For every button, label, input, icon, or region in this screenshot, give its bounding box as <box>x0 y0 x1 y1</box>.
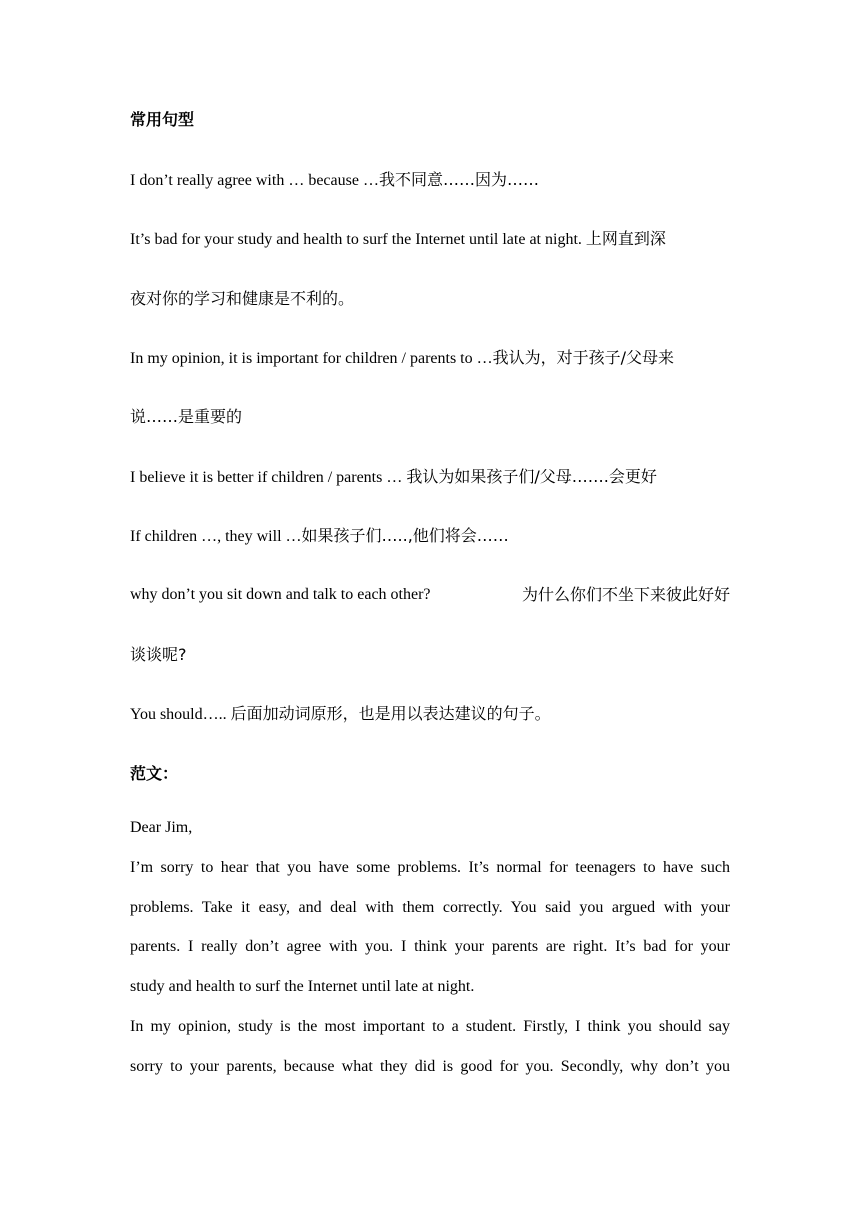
letter-line: study and health to surf the Internet until late at night. <box>130 978 475 995</box>
pattern-7-chinese: 后面加动词原形，也是用以表达建议的句子。 <box>230 704 551 723</box>
letter-line: I’m sorry to hear that you have some problems. It’s normal for teenagers to have such <box>130 859 730 876</box>
pattern-3-chinese-start: 我认为，对于孩子/父母来 <box>492 348 675 367</box>
pattern-6-line-2: 谈谈呢? <box>130 645 187 664</box>
pattern-4-english: I believe it is better if children / parents … <box>130 469 407 486</box>
section-heading-common-patterns: 常用句型 <box>130 110 195 129</box>
pattern-1-english: I don’t really agree with … because … <box>130 172 379 189</box>
pattern-5-english: If children …, they will … <box>130 528 302 545</box>
letter-line: sorry to your parents, because what they did is good for you. Secondly, why don’t you <box>130 1058 730 1075</box>
pattern-2-english: It’s bad for your study and health to surf the Internet until late at night. <box>130 231 586 248</box>
pattern-5-chinese: 如果孩子们…..,他们将会…… <box>301 526 509 545</box>
letter-line: parents. I really don’t agree with you. I think your parents are right. It’s bad for your <box>130 938 730 955</box>
pattern-2-line-2: 夜对你的学习和健康是不利的。 <box>130 289 355 308</box>
pattern-6-english: why don’t you sit down and talk to each other? <box>130 586 431 603</box>
pattern-7-english: You should….. <box>130 706 231 723</box>
pattern-5 <box>130 525 730 548</box>
letter-line: In my opinion, study is the most important to a student. Firstly, I think you should say <box>130 1018 730 1035</box>
pattern-1 <box>130 169 730 192</box>
pattern-3-line-1 <box>130 347 730 370</box>
pattern-3-line-2: 说……是重要的 <box>130 407 243 426</box>
letter-line: problems. Take it easy, and deal with them correctly. You said you argued with your <box>130 899 730 916</box>
pattern-4-chinese: 我认为如果孩子们/父母…….会更好 <box>406 467 657 486</box>
pattern-2-chinese-start: 上网直到深 <box>585 229 666 248</box>
pattern-2-line-1 <box>130 228 730 251</box>
pattern-6-line-1 <box>130 584 730 606</box>
pattern-7 <box>130 703 730 726</box>
pattern-1-chinese: 我不同意……因为…… <box>378 170 539 189</box>
pattern-3-english: In my opinion, it is important for children / parents to … <box>130 350 493 367</box>
letter-salutation: Dear Jim, <box>130 819 193 836</box>
pattern-4 <box>130 466 730 489</box>
pattern-6-chinese-start: 为什么你们不坐下来彼此好好 <box>521 585 730 604</box>
section-heading-sample-essay: 范文： <box>130 764 179 783</box>
